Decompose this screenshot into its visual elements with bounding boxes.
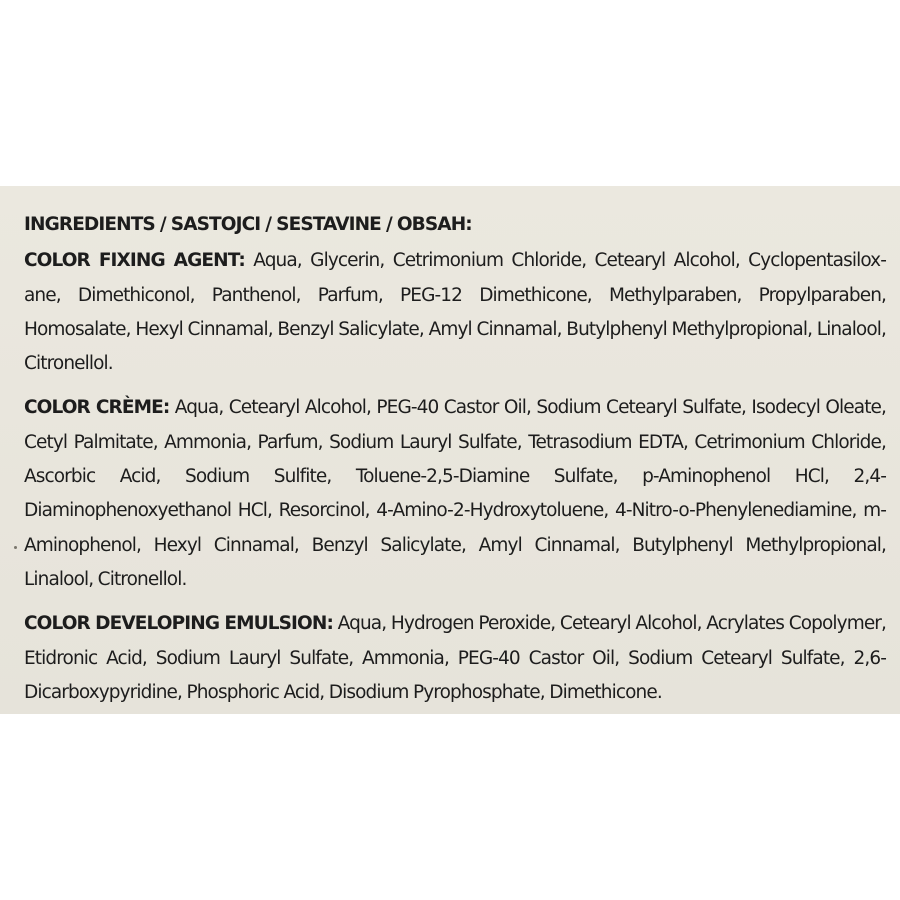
section-ingredients: Aqua, Glycerin, Cetrimonium Chloride, Cetearyl Alcohol, Cyclopentasilox-ane, Dimethiconol, Panthenol, Parfum, PEG-12 Dimethicone, Methylparaben, Propylparaben, Homosalate, Hexyl Cinnamal, Benzyl Salicylate, Amyl Cinnamal, Butylphenyl Methylpropional, Linalool, Citronellol.	[24, 250, 886, 375]
ingredients-label	[0, 186, 900, 714]
section-label: COLOR DEVELOPING EMULSION:	[24, 613, 333, 635]
section-label: COLOR FIXING AGENT:	[24, 250, 245, 272]
section-label: COLOR CRÈME:	[24, 397, 170, 419]
print-speck	[14, 546, 17, 549]
ingredients-text-block	[24, 208, 886, 710]
section-ingredients: Aqua, Hydrogen Peroxide, Cetearyl Alcohol, Acrylates Copolymer, Etidronic Acid, Sodium Lauryl Sulfate, Ammonia, PEG-40 Castor Oil, Sodium Cetearyl Sulfate, 2,6-Dicarboxypyridine, Phosphoric Acid, Disodium Pyrophosphate, Dimethicone.	[24, 613, 886, 703]
section-color-developing-emulsion	[24, 607, 886, 710]
section-ingredients: Aqua, Cetearyl Alcohol, PEG-40 Castor Oil, Sodium Cetearyl Sulfate, Isodecyl Oleate, Cetyl Palmitate, Ammonia, Parfum, Sodium Lauryl Sulfate, Tetrasodium EDTA, Cetrimonium Chloride, Ascorbic Acid, Sodium Sulfite, Toluene-2,5-Diamine Sulfate, p-Aminophenol HCl, 2,4-Diaminophenoxyethanol HCl, Resorcinol, 4-Amino-2-Hydroxytoluene, 4-Nitro-o-Phenylenediamine, m-Aminophenol, Hexyl Cinnamal, Benzyl Salicylate, Amyl Cinnamal, Butylphenyl Methylpropional, Linalool, Citronellol.	[24, 397, 887, 590]
ingredients-heading: INGREDIENTS / SASTOJCI / SESTAVINE / OBSAH:	[24, 214, 472, 235]
section-color-creme	[24, 391, 886, 597]
section-color-fixing-agent	[24, 244, 886, 381]
